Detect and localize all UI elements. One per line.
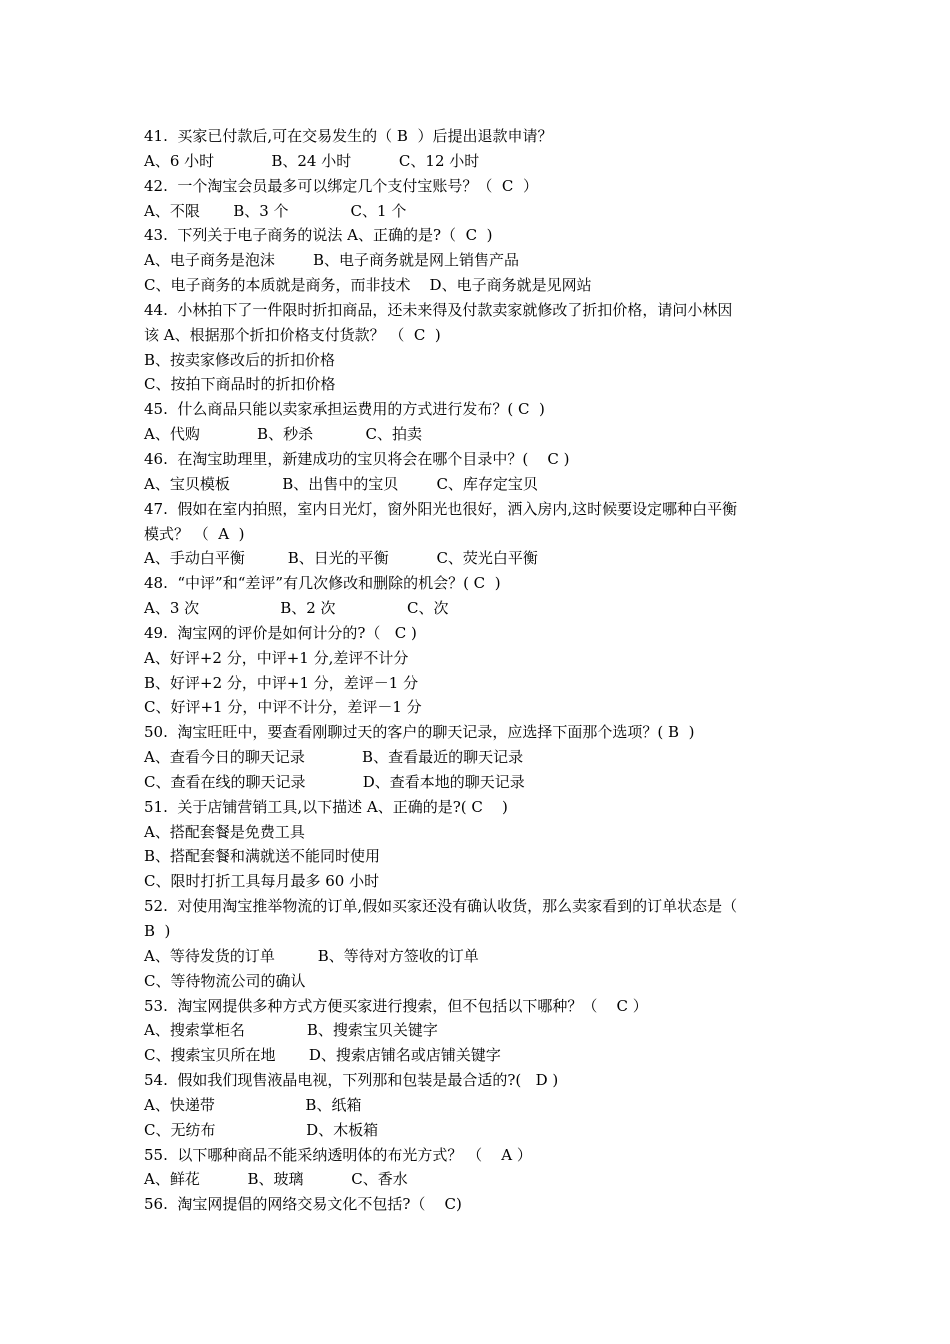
question-52-options-2: C、等待物流公司的确认 — [144, 971, 306, 990]
question-54-text: 54. 假如我们现售液晶电视，下列那和包装是最合适的?( D ) — [144, 1071, 559, 1090]
question-51-option-a: A、搭配套餐是免费工具 — [144, 822, 305, 841]
question-48-text: 48. “中评”和“差评”有几次修改和删除的机会？( C ) — [144, 574, 501, 593]
question-56-text: 56. 淘宝网提倡的网络交易文化不包括?（ C) — [144, 1195, 462, 1214]
question-44-text-2: 该 A、根据那个折扣价格支付货款？ （ C ) — [144, 325, 441, 344]
question-52-text-2: B ) — [144, 922, 171, 940]
question-49-option-b: B、好评+2 分，中评+1 分，差评－1 分 — [144, 673, 419, 692]
question-49-option-c: C、好评+1 分，中评不计分，差评－1 分 — [144, 698, 422, 717]
question-48-options: A、3 次 B、2 次 C、次 — [144, 599, 449, 618]
question-41-options: A、6 小时 B、24 小时 C、12 小时 — [144, 151, 480, 170]
question-50-options-2: C、查看在线的聊天记录 D、查看本地的聊天记录 — [144, 772, 525, 791]
question-43-options-2: C、电子商务的本质就是商务，而非技术 D、电子商务就是见网站 — [144, 276, 592, 295]
question-49-text: 49. 淘宝网的评价是如何计分的?（ C ) — [144, 623, 417, 642]
question-43-options-1: A、电子商务是泡沫 B、电子商务就是网上销售产品 — [144, 251, 520, 270]
question-52-text-1: 52. 对使用淘宝推举物流的订单,假如买家还没有确认收货，那么卖家看到的订单状态是（ — [144, 897, 738, 916]
question-45-options: A、代购 B、秒杀 C、拍卖 — [144, 425, 422, 444]
question-49-option-a: A、好评+2 分，中评+1 分,差评不计分 — [144, 648, 409, 667]
question-47-text-1: 47. 假如在室内拍照，室内日光灯，窗外阳光也很好，洒入房内,这时候要设定哪种白平衡 — [144, 499, 738, 518]
question-54-options-2: C、无纺布 D、木板箱 — [144, 1120, 379, 1139]
question-46-options: A、宝贝模板 B、出售中的宝贝 C、库存定宝贝 — [144, 474, 538, 493]
question-46-text: 46. 在淘宝助理里，新建成功的宝贝将会在哪个目录中？( C ) — [144, 449, 570, 468]
question-52-options-1: A、等待发货的订单 B、等待对方签收的订单 — [144, 946, 479, 965]
question-55-options: A、鲜花 B、玻璃 C、香水 — [144, 1170, 408, 1189]
question-44-option-c: C、按拍下商品时的折扣价格 — [144, 375, 336, 394]
question-50-options-1: A、查看今日的聊天记录 B、查看最近的聊天记录 — [144, 748, 524, 767]
document-body — [144, 124, 814, 1217]
question-51-text: 51. 关于店铺营销工具,以下描述 A、正确的是?( C ) — [144, 797, 508, 816]
question-51-option-c: C、限时打折工具每月最多 60 小时 — [144, 872, 380, 891]
question-55-text: 55. 以下哪种商品不能采纳透明体的布光方式？ （ A ） — [144, 1145, 532, 1164]
question-42-options: A、不限 B、3 个 C、1 个 — [144, 201, 407, 220]
question-53-text: 53. 淘宝网提供多种方式方便买家进行搜索，但不包括以下哪种？（ C ） — [144, 996, 648, 1015]
question-44-text-1: 44. 小林拍下了一件限时折扣商品，还未来得及付款卖家就修改了折扣价格，请问小林因 — [144, 300, 733, 319]
question-53-options-1: A、搜索掌柜名 B、搜索宝贝关键字 — [144, 1021, 438, 1040]
question-41-text: 41. 买家已付款后,可在交易发生的（ B ）后提出退款申请？ — [144, 127, 553, 145]
question-54-options-1: A、快递带 B、纸箱 — [144, 1095, 362, 1114]
question-51-option-b: B、搭配套餐和满就送不能同时使用 — [144, 847, 381, 866]
question-53-options-2: C、搜索宝贝所在地 D、搜索店铺名或店铺关键字 — [144, 1046, 501, 1065]
question-45-text: 45. 什么商品只能以卖家承担运费用的方式进行发布？( C ) — [144, 400, 545, 419]
question-44-option-b: B、按卖家修改后的折扣价格 — [144, 350, 336, 369]
question-47-text-2: 模式？ （ A ) — [144, 524, 245, 543]
question-50-text: 50. 淘宝旺旺中，要查看刚聊过天的客户的聊天记录，应选择下面那个选项？( B ) — [144, 723, 695, 742]
question-47-options: A、手动白平衡 B、日光的平衡 C、荧光白平衡 — [144, 549, 538, 568]
question-42-text: 42. 一个淘宝会员最多可以绑定几个支付宝账号？（ C ） — [144, 176, 538, 195]
question-43-text: 43. 下列关于电子商务的说法 A、正确的是?（ C ) — [144, 226, 493, 245]
